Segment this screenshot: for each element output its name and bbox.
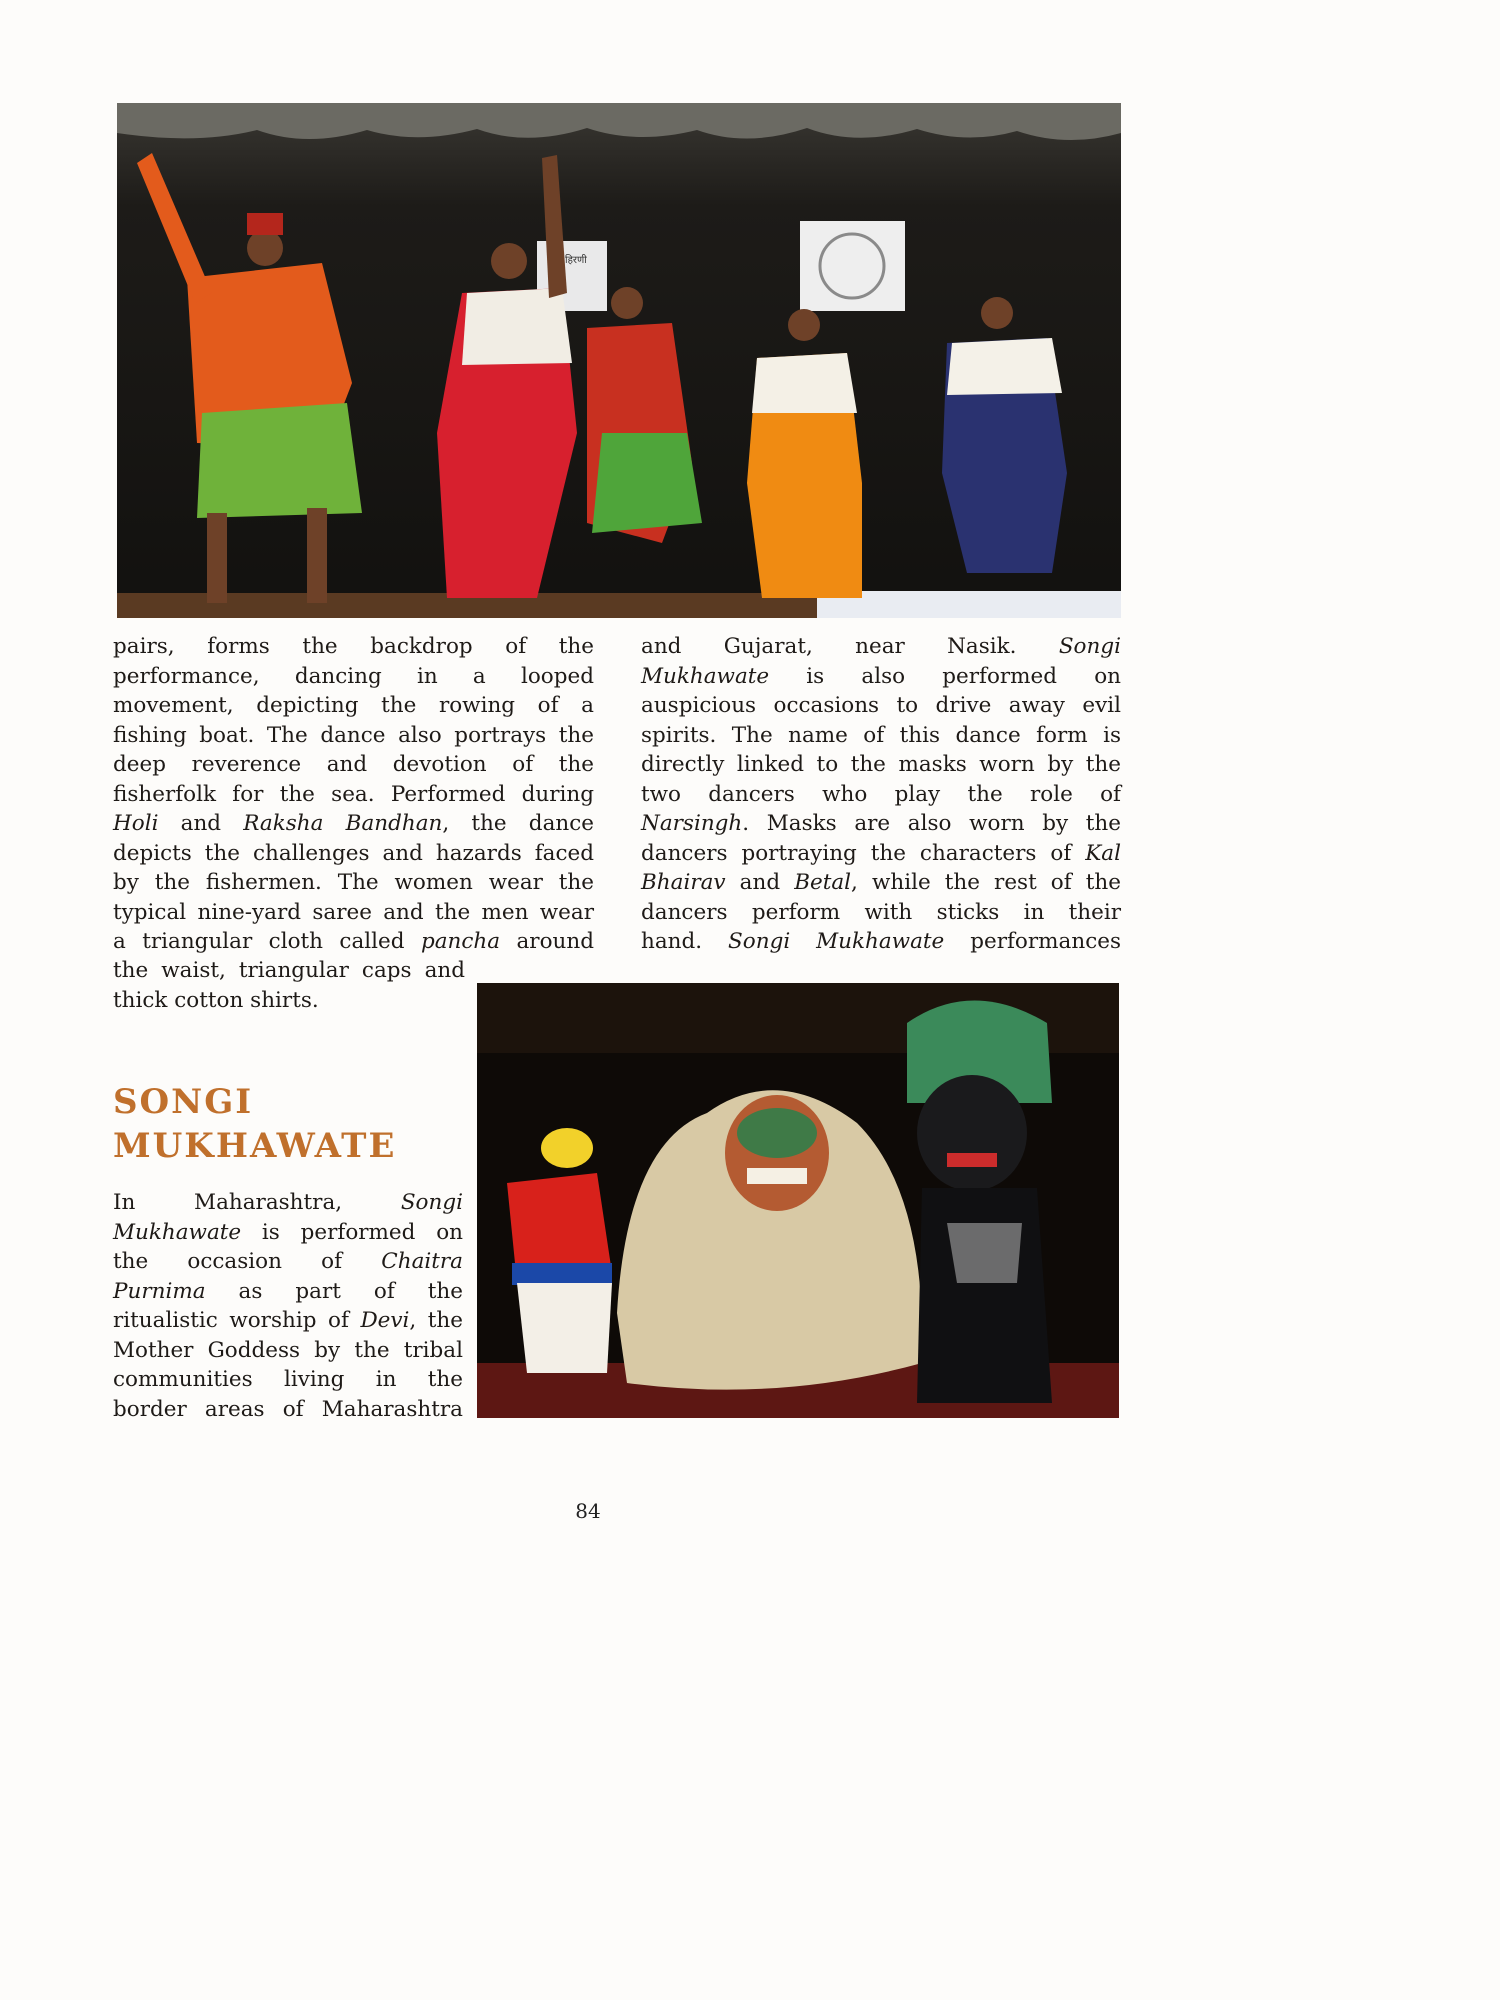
text-line: thick cotton shirts. [113,987,319,1013]
text-fragment: In Maharashtra, [113,1190,401,1215]
italic-term: Mukhawate [113,1219,242,1245]
text-column-left [113,632,594,957]
section-heading-line: SONGI [113,1082,254,1122]
text-line [113,1218,463,1248]
text-fragment: dancers portraying the characters of [641,840,1086,866]
italic-term: Songi Mukhawate [728,929,945,954]
text-column-left-continued [113,956,465,1015]
text-line: typical nine-yard saree and the men wear [113,899,594,925]
text-fragment: and [725,870,795,895]
photo-dance-performance [117,103,1121,618]
italic-term: Devi [360,1308,410,1333]
text-line: dancers perform with sticks in their [641,899,1121,925]
text-column-bottom-left [113,1188,463,1424]
text-line [641,868,1121,898]
text-line: by the fishermen. The women wear the [113,870,594,895]
poster-banner-text: हिरणी [565,255,587,266]
text-line: deep reverence and devotion of the [113,752,594,777]
text-fragment: performances [944,929,1121,954]
masked-dancers-illustration [477,983,1119,1418]
text-line: performance, dancing in a looped [113,663,594,689]
text-fragment: the occasion of [113,1249,382,1274]
italic-term: Songi [400,1190,463,1215]
text-line [113,1277,463,1307]
text-fragment: , the [409,1308,463,1333]
italic-term: Raksha Bandhan [243,811,443,836]
text-fragment: and [158,811,244,836]
text-fragment: hand. [641,929,729,954]
italic-term: Chaitra [381,1249,463,1274]
text-line: border areas of Maharashtra [113,1396,463,1422]
text-fragment: a triangular cloth called [113,929,421,954]
demon-mask-dancer [907,1001,1052,1404]
text-line: directly linked to the masks worn by the [641,752,1121,777]
italic-term: pancha [420,929,501,954]
text-line [113,927,594,957]
section-heading-line: MUKHAWATE [113,1126,397,1166]
text-fragment: is performed on [241,1219,463,1245]
text-line: Mother Goddess by the tribal [113,1337,463,1363]
photo-masked-dancers [477,983,1119,1418]
page-number: 84 [575,1499,601,1523]
italic-term: Narsingh [641,811,743,836]
text-fragment: , the dance [442,811,594,836]
text-line [641,809,1121,839]
text-line: the waist, triangular caps and [113,958,465,983]
italic-term: Purnima [113,1278,206,1304]
text-line: communities living in the [113,1367,463,1392]
text-line: pairs, forms the backdrop of the [113,634,594,659]
italic-term: Songi [1058,634,1121,659]
text-fragment: is also performed on [769,663,1121,689]
dance-photo-illustration [117,103,1121,618]
text-fragment: and Gujarat, near Nasik. [641,634,1059,659]
text-fragment: , while the rest of the [851,870,1121,895]
text-line [641,927,1121,957]
text-fragment: around [500,929,594,954]
text-line [641,632,1121,662]
text-line: spirits. The name of this dance form is [641,722,1121,748]
italic-term: Mukhawate [641,663,770,689]
text-line: depicts the challenges and hazards faced [113,840,594,866]
italic-term: Betal [794,870,852,895]
text-line [641,839,1121,869]
text-fragment: ritualistic worship of [113,1308,361,1333]
italic-term: Holi [113,811,159,836]
text-line [641,662,1121,692]
text-line [113,1247,463,1277]
text-line: auspicious occasions to drive away evil [641,693,1121,718]
text-line [113,1188,463,1218]
text-line: fishing boat. The dance also portrays the [113,722,594,748]
text-line [113,1306,463,1336]
italic-term: Bhairav [641,870,726,895]
text-line [113,809,594,839]
text-line: movement, depicting the rowing of a [113,693,594,718]
text-line: fisherfolk for the sea. Performed during [113,781,594,807]
text-line: two dancers who play the role of [641,781,1121,807]
text-fragment: . Masks are also worn by the [742,811,1121,836]
section-heading [113,1080,473,1168]
text-column-right [641,632,1121,957]
italic-term: Kal [1085,840,1121,866]
text-fragment: as part of the [205,1278,463,1304]
